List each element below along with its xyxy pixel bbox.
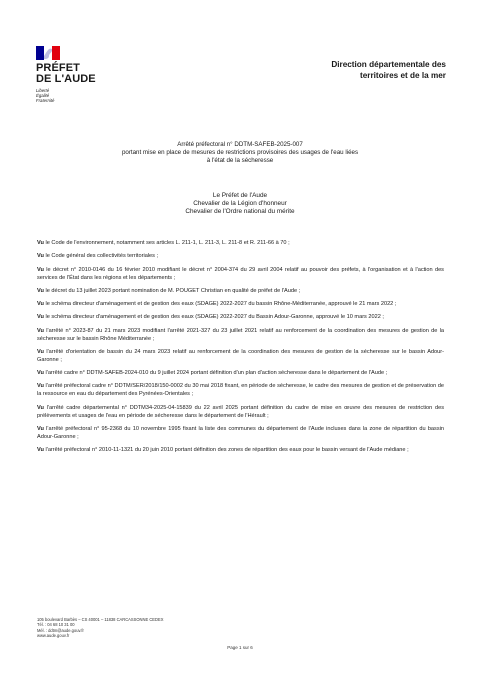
footer-phone: Tél. : 04 68 10 31 00 [37, 622, 75, 628]
decree-title-line-3: à l'état de la sécheresse [206, 157, 274, 165]
vu-item [37, 328, 444, 344]
decree-title [0, 141, 480, 166]
vu-item [37, 240, 444, 248]
motto-fraternite: Fraternité [36, 98, 55, 103]
vu-text: l'arrêté préfectoral n° 95-2368 du 10 novembre 1995 fixant la liste des communes du département de l'Aude incluses dans la zone de répartition du bassin Adour-Garonne ; [37, 425, 444, 440]
vu-item [37, 426, 444, 442]
republic-motto [36, 88, 116, 103]
vu-item [37, 301, 444, 309]
motto-egalite: Égalité [36, 93, 50, 98]
vu-text: l'arrêté cadre départemental n° DDTM34-2025-04-15839 du 22 avril 2025 portant définition du cadre de mise en œuvre des mesures de restriction des prélèvements et usages de l'eau en période de sécheresse dans le département de l'Hérault ; [37, 404, 444, 419]
vu-text: le décret du 13 juillet 2023 portant nomination de M. POUGET Christian en qualité de préfet de l'Aude ; [45, 287, 301, 294]
vu-label: Vu [37, 240, 44, 246]
vu-label: Vu [37, 253, 44, 260]
decree-title-line-1: Arrêté préfectoral n° DDTM-SAFEB-2025-007 [177, 141, 303, 148]
vu-text: l'arrêté n° 2023-87 du 21 mars 2023 modifiant l'arrêté 2021-327 du 23 juillet 2021 relatif au renforcement de la coordination des mesures de gestion de la sécheresse sur le bassin Rhône Méditerranée ; [37, 327, 445, 342]
footer-address: 105 boulevard Barbès – CS 40001 – 11838 CARCASSONNE CEDEX [37, 617, 164, 622]
signatory-line-2: Chevalier de la Légion d'honneur [193, 200, 287, 208]
signatory-block [0, 192, 480, 217]
decree-title-line-2: portant mise en place de mesures de restrictions provisoires des usages de l'eau liées [121, 149, 359, 157]
page-number: Page 1 sur 6 [227, 645, 253, 650]
vu-item [37, 349, 444, 365]
document-header [36, 46, 446, 106]
vu-text: le Code de l'environnement, notamment ses articles L. 211-1, L. 211-3, L. 211-8 et R. 211-66 à 70 ; [45, 240, 290, 246]
vu-item [37, 314, 444, 322]
vu-item [37, 383, 444, 399]
vu-text: le Code général des collectivités territoriales ; [45, 253, 159, 260]
document-footer [37, 617, 163, 639]
vu-label: Vu [37, 266, 44, 273]
vu-text: l'arrêté d'orientation de bassin du 24 mars 2023 relatif au renforcement de la coordination des mesures de gestion de la sécheresse sur le bassin Adour-Garonne ; [37, 348, 444, 363]
vu-item [37, 405, 444, 421]
prefet-line-1: PRÉFET [36, 62, 80, 74]
vu-label: Vu [37, 447, 44, 453]
vu-label: Vu [37, 327, 44, 334]
vu-text: l'arrêté préfectoral n° 2010-11-1321 du 20 juin 2010 portant définition des zones de répartition des eaux pour le bassin versant de l'Aude médiane ; [45, 447, 409, 453]
considerations-list [37, 240, 444, 460]
direction-line-1: Direction départementale des [331, 60, 446, 69]
vu-item [37, 267, 444, 283]
vu-item [37, 253, 444, 261]
vu-item [37, 447, 444, 455]
vu-label: Vu [37, 370, 44, 377]
vu-text: l'arrêté cadre n° DDTM-SAFEB-2024-010 du 9 juillet 2024 portant définition d'un plan d'action sécheresse dans le département de l'Aude ; [45, 370, 388, 377]
vu-label: Vu [37, 287, 44, 294]
prefecture-logo [36, 46, 116, 103]
prefet-line-2: DE L'AUDE [36, 73, 96, 85]
footer-website: www.aude.gouv.fr [37, 633, 70, 639]
footer-email: Mél. : ddtm@aude.gouv.fr [37, 627, 84, 633]
vu-item [37, 370, 444, 378]
direction-name [331, 59, 446, 81]
signatory-line-1: Le Préfet de l'Aude [212, 192, 268, 199]
vu-label: Vu [37, 404, 44, 411]
vu-text: l'arrêté préfectoral cadre n° DDTM/SER/2018/150-0002 du 30 mai 2018 fixant, en période de sécheresse, le cadre des mesures de gestion et de préservation de la ressource en eau du département des Pyrénées-Orientales ; [37, 383, 444, 398]
vu-text: le schéma directeur d'aménagement et de gestion des eaux (SDAGE) 2022-2027 du Bassin Adour-Garonne, approuvé le 10 mars 2022 ; [45, 314, 384, 321]
vu-label: Vu [37, 301, 44, 308]
direction-line-2: territoires et de la mer [359, 71, 446, 80]
signatory-line-3: Chevalier de l'Ordre national du mérite [185, 208, 295, 216]
vu-label: Vu [37, 314, 44, 321]
marianne-icon [36, 46, 60, 60]
vu-label: Vu [37, 425, 44, 432]
vu-text: le schéma directeur d'aménagement et de gestion des eaux (SDAGE) 2022-2027 du bassin Rhône-Méditerranée, approuvé le 21 mars 2022 ; [45, 301, 397, 308]
motto-liberte: Liberté [36, 88, 50, 93]
vu-text: le décret n° 2010-0146 du 16 février 2010 modifiant le décret n° 2004-374 du 29 avril 2004 relatif au pouvoir des préfets, à l'organisation et à l'action des services de l'État dans les régions et les départements ; [37, 266, 444, 281]
vu-label: Vu [37, 383, 44, 390]
vu-label: Vu [37, 348, 44, 355]
vu-item [37, 288, 444, 296]
prefet-title [36, 63, 116, 85]
